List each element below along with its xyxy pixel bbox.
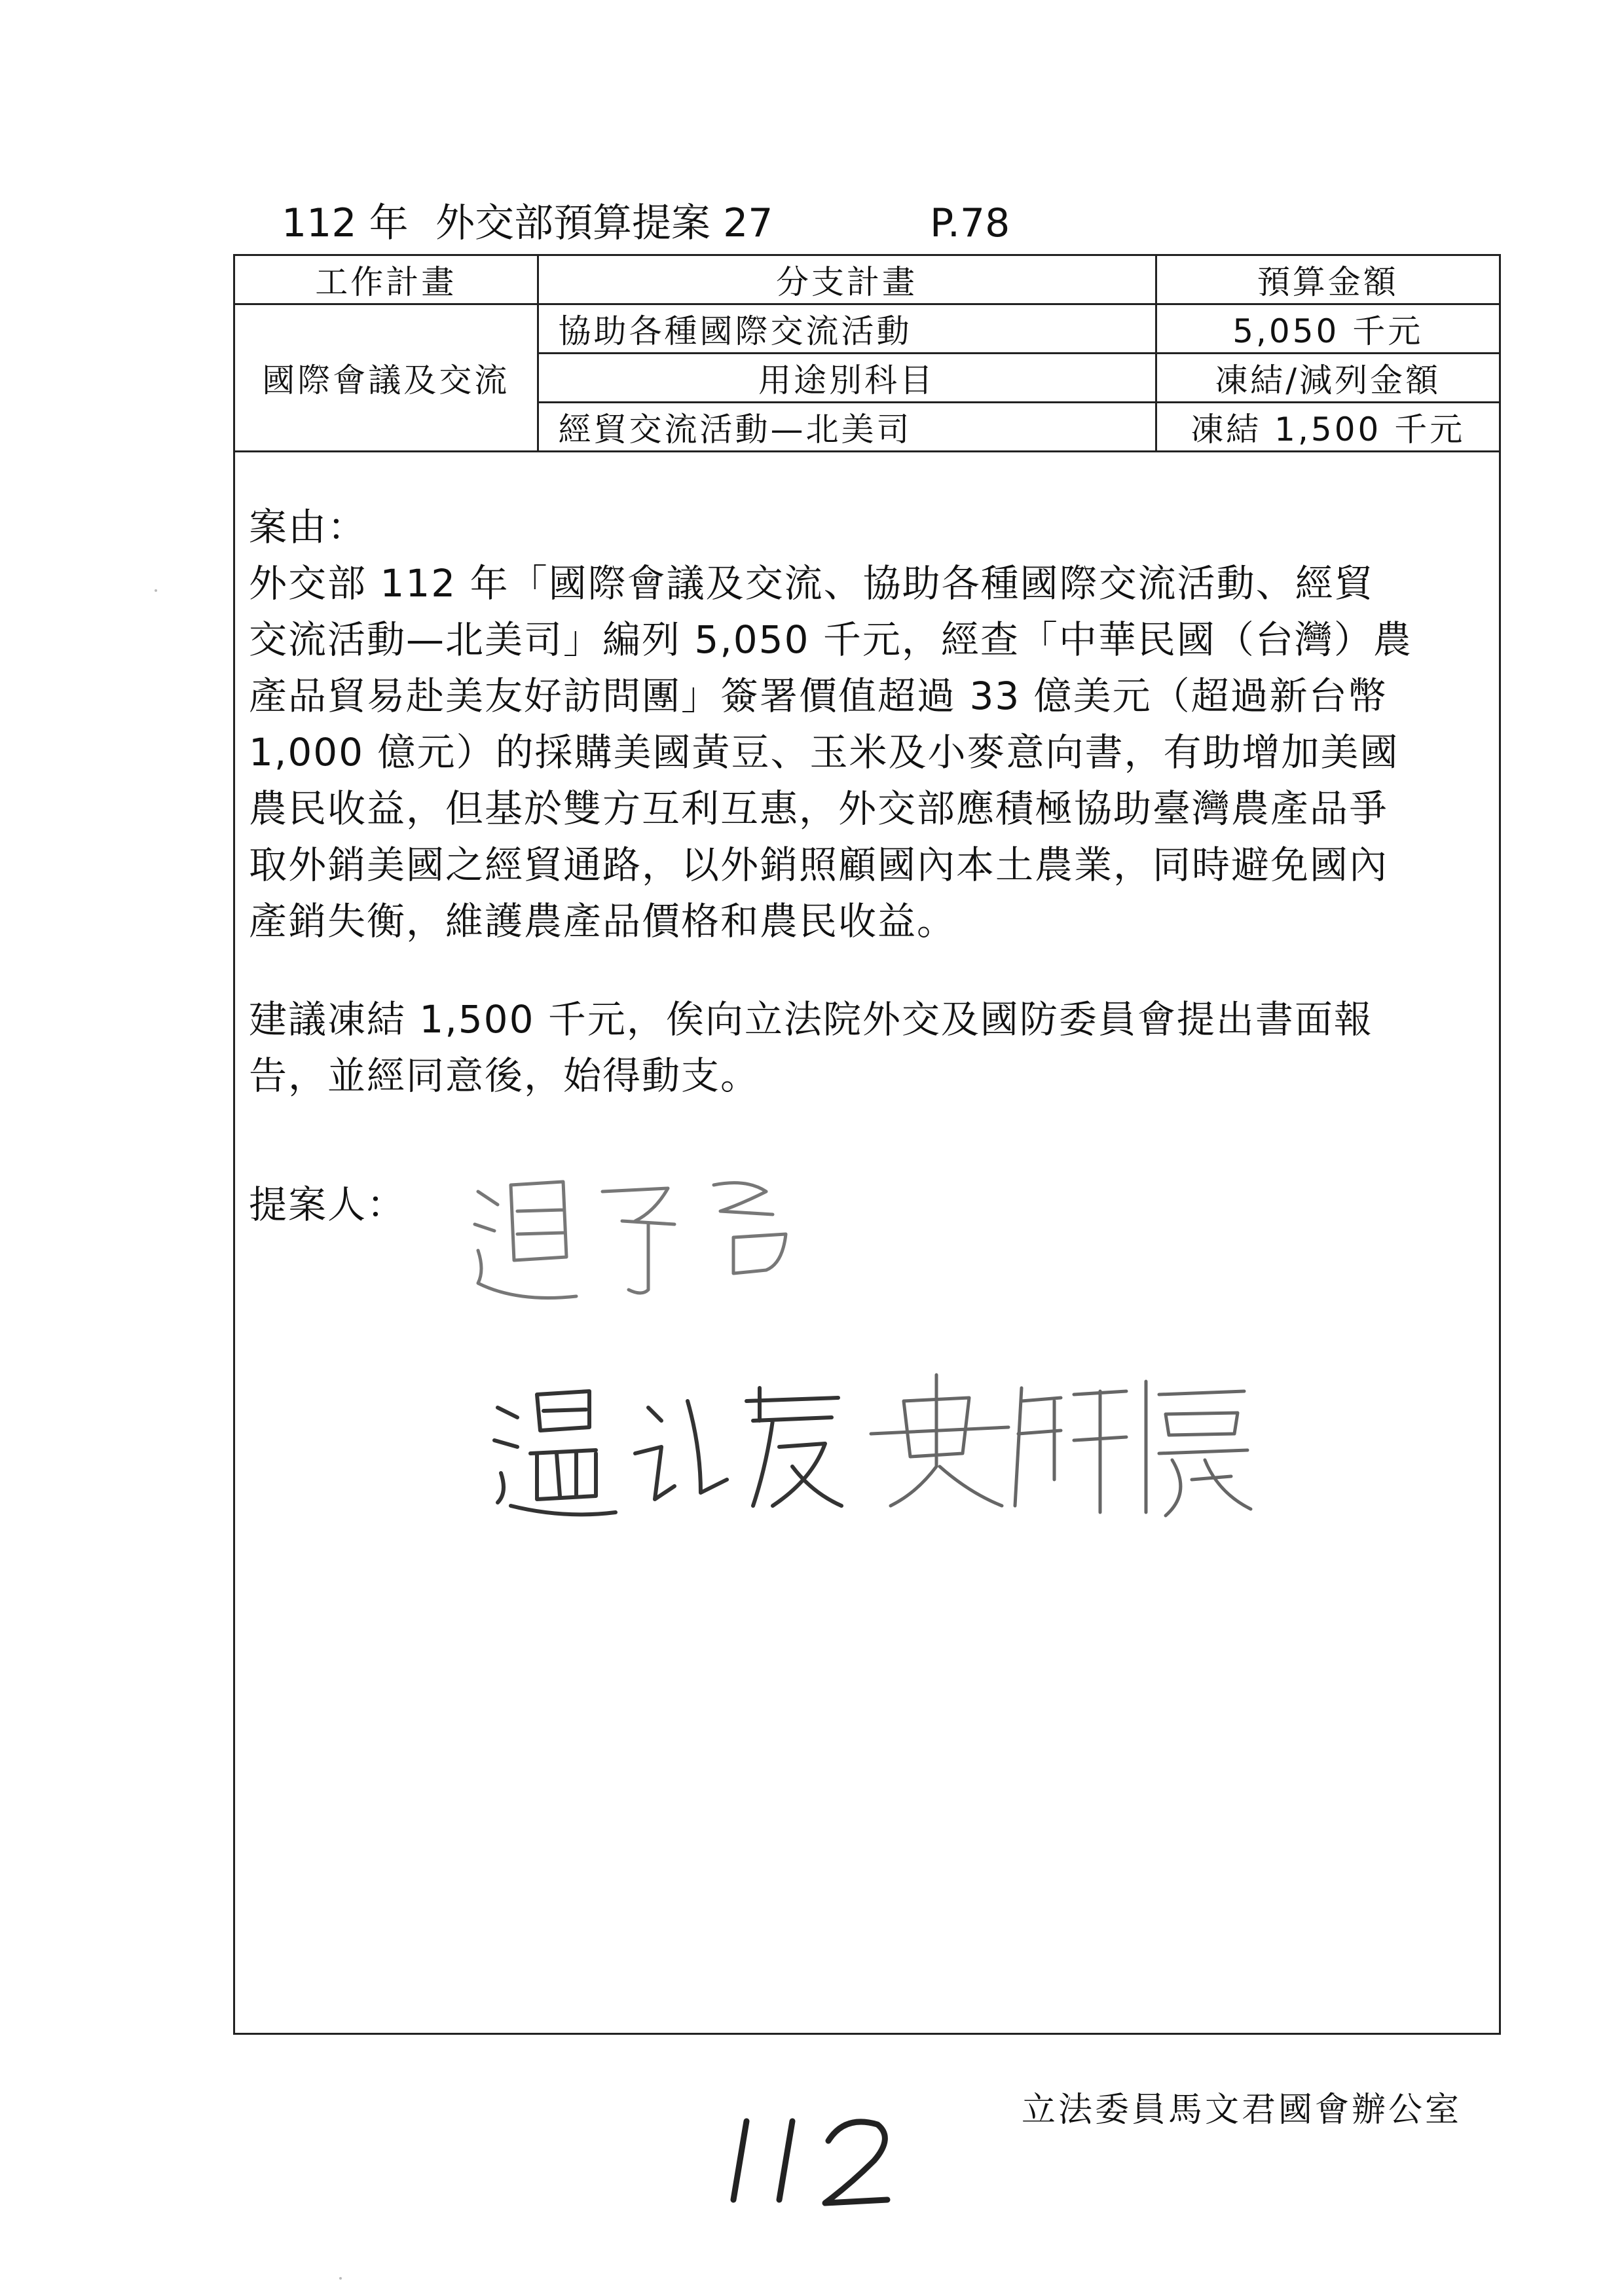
table-row [235, 256, 1499, 304]
header-page-ref: P.78 [930, 200, 1010, 246]
paragraph-gap [249, 949, 1486, 991]
budget-amount-value: 5,050 千元 [1156, 304, 1499, 354]
branch-plan-value: 協助各種國際交流活動 [538, 304, 1156, 354]
branch-plan-header: 分支計畫 [538, 256, 1156, 304]
table-row [235, 304, 1499, 354]
reason-line: 外交部 112 年「國際會議及交流、協助各種國際交流活動、經貿 [249, 561, 1374, 606]
reason-line: 產銷失衡，維護農產品價格和農民收益。 [249, 899, 957, 943]
reason-label: 案由： [249, 505, 367, 549]
usage-item-header: 用途別科目 [538, 354, 1156, 403]
handwritten-page-number [720, 2102, 917, 2219]
proposal-line: 告，並經同意後，始得動支。 [249, 1053, 760, 1098]
freeze-amount-value: 凍結 1,500 千元 [1156, 403, 1499, 452]
proposal-line: 建議凍結 1,500 千元，俟向立法院外交及國防委員會提出書面報 [249, 997, 1373, 1042]
handwritten-signature-3 [864, 1362, 1257, 1532]
header-year: 112 年 [282, 200, 409, 246]
reason-line: 取外銷美國之經貿通路，以外銷照顧國內本土農業，同時避免國內 [249, 843, 1389, 887]
scan-speck [339, 2277, 342, 2280]
budget-amount-header: 預算金額 [1156, 256, 1499, 304]
reason-line: 產品貿易赴美友好訪問團」簽署價值超過 33 億美元（超過新台幣 [249, 674, 1388, 718]
proposer-label: 提案人： [249, 1182, 407, 1227]
freeze-amount-header: 凍結/減列金額 [1156, 354, 1499, 403]
header-title: 外交部預算提案 27 [435, 200, 773, 246]
work-plan-header: 工作計畫 [235, 256, 538, 304]
budget-table [235, 256, 1499, 452]
reason-line: 交流活動—北美司」編列 5,050 千元，經查「中華民國（台灣）農 [249, 617, 1412, 662]
body-text [249, 499, 1486, 1104]
handwritten-signature-2 [485, 1362, 851, 1532]
reason-line: 1,000 億元）的採購美國黃豆、玉米及小麥意向書，有助增加美國 [249, 730, 1399, 774]
scan-speck [155, 589, 157, 592]
handwritten-signature-1 [458, 1165, 825, 1316]
office-name: 立法委員馬文君國會辦公室 [1022, 2090, 1462, 2130]
usage-item-value: 經貿交流活動—北美司 [538, 403, 1156, 452]
document-header [282, 194, 1460, 253]
work-plan-value: 國際會議及交流 [235, 304, 538, 452]
reason-line: 農民收益，但基於雙方互利互惠，外交部應積極協助臺灣農產品爭 [249, 786, 1389, 831]
